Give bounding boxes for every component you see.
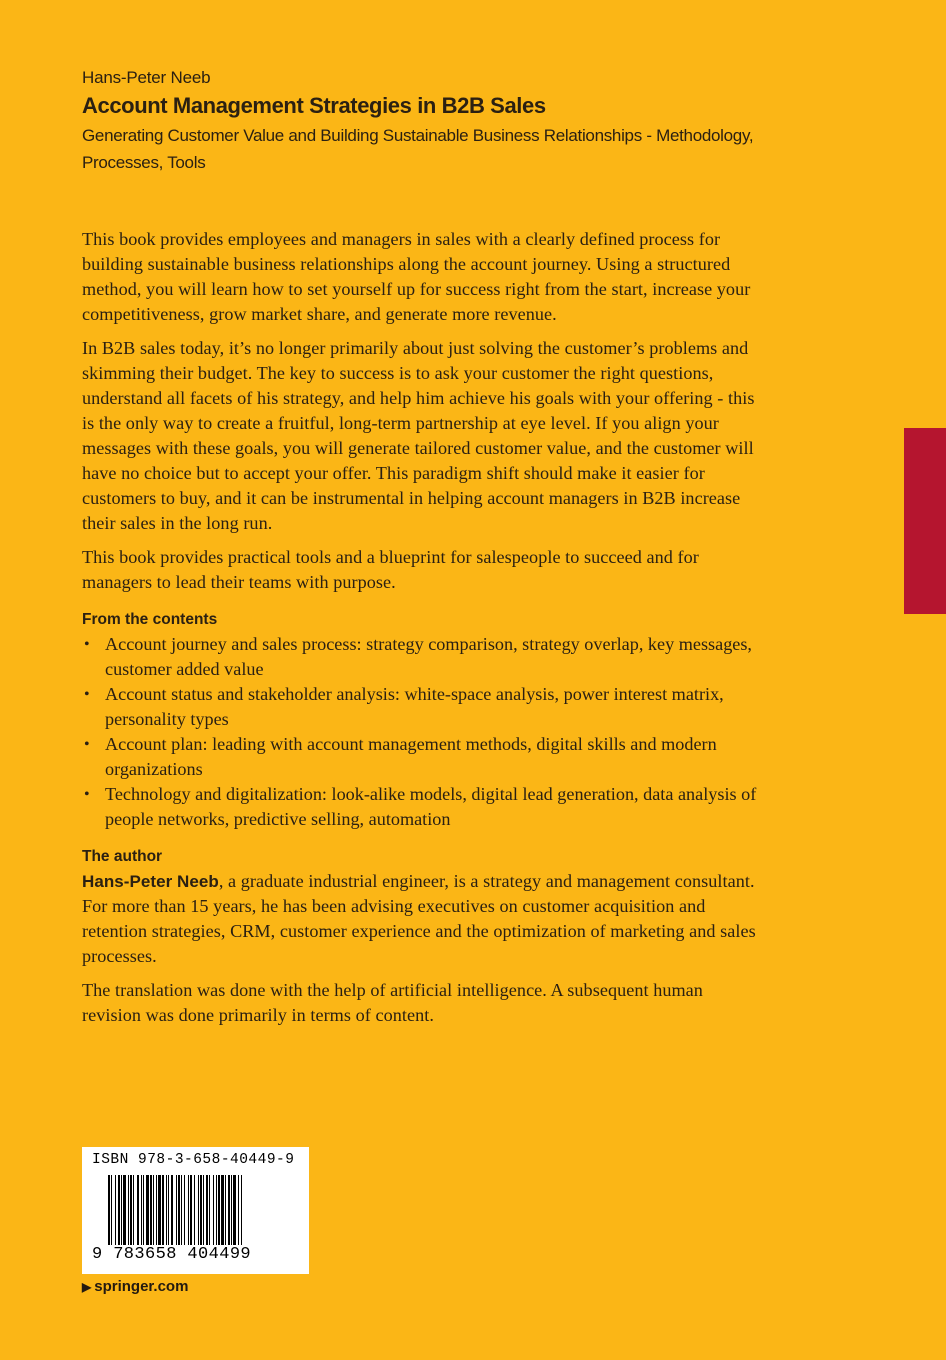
barcode-digits: 9 783658 404499 [92, 1245, 252, 1264]
barcode-bar [188, 1175, 189, 1247]
barcode-bar [162, 1175, 164, 1247]
barcode-bar [153, 1175, 154, 1247]
cover-header [82, 66, 782, 176]
subtitle-line-2: Processes, Tools [82, 153, 206, 172]
barcode-bar [143, 1175, 144, 1247]
barcode-bar [203, 1175, 204, 1247]
bullet-icon: • [84, 636, 90, 653]
list-item-text: Account status and stakeholder analysis: white-space analysis, power interest matrix, personality types [105, 684, 724, 729]
barcode-bar [213, 1175, 214, 1247]
barcode-bar [115, 1175, 116, 1247]
author-bio-text: , a graduate industrial engineer, is a strategy and management consultant. For more than 15 years, he has been advising executives on customer acquisition and retention strategies, CRM, customer experience and the optimization of marketing and sales processes. [82, 871, 756, 966]
book-title: Account Management Strategies in B2B Sales [82, 93, 546, 118]
blurb-paragraph-2: In B2B sales today, it’s no longer primarily about just solving the customer’s problems and skimming their budget. The key to success is to ask your customer the right questions, understand all facets of his strategy, and help him achieve his goals with your offering - this is the only way to create a fruitful, long-term partnership at eye level. If you align your messages with these goals, you will generate tailored customer value, and the customer will have no choice but to accept your offer. This paradigm shift should make it easier for customers to buy, and it can be instrumental in helping account managers in B2B increase their sales in the long run. [82, 338, 755, 533]
bullet-icon: • [84, 786, 90, 803]
barcode-bar [209, 1175, 210, 1247]
barcode-bar [181, 1175, 182, 1247]
barcode-bar [130, 1175, 132, 1247]
list-item [82, 732, 764, 782]
barcode-bar [168, 1175, 169, 1247]
blurb-paragraph-1: This book provides employees and managers in sales with a clearly defined process for building sustainable business relationships along the account journey. Using a structured method, you will learn how to set yourself up for success right from the start, increase your competitiveness, grow market share, and generate more revenue. [82, 229, 751, 324]
barcode-bar [194, 1175, 195, 1247]
book-subtitle [82, 122, 782, 176]
barcode-bar [121, 1175, 122, 1247]
arrow-right-icon: ▶ [82, 1280, 92, 1294]
barcode-bar [166, 1175, 167, 1247]
barcode-bar [128, 1175, 129, 1247]
barcode-bar [190, 1175, 192, 1247]
barcode-bar [171, 1175, 173, 1247]
barcode-bar [216, 1175, 217, 1247]
list-item-text: Account plan: leading with account management methods, digital skills and modern organizations [105, 734, 717, 779]
isbn-label: ISBN 978-3-658-40449-9 [92, 1152, 295, 1168]
author-bio [82, 869, 764, 969]
publisher-link[interactable] [82, 1278, 188, 1295]
barcode-bar [231, 1175, 232, 1247]
barcode-bar [200, 1175, 202, 1247]
barcode-bar [133, 1175, 134, 1247]
barcode-bar [206, 1175, 208, 1247]
barcode-bar [225, 1175, 226, 1247]
barcode-bar [146, 1175, 149, 1247]
barcode-bar [137, 1175, 139, 1247]
publisher-url: springer.com [94, 1278, 189, 1295]
barcode-bar [221, 1175, 224, 1247]
isbn-barcode-box [82, 1147, 309, 1274]
bullet-icon: • [84, 686, 90, 703]
list-item-text: Technology and digitalization: look-alike models, digital lead generation, data analysis of people networks, predictive selling, automation [105, 784, 757, 829]
blurb-content [82, 227, 764, 1037]
barcode-bar [158, 1175, 161, 1247]
list-item [82, 632, 764, 682]
side-color-tab [904, 428, 946, 614]
barcode-bar [198, 1175, 199, 1247]
blurb-paragraph-3: This book provides practical tools and a blueprint for salespeople to succeed and for managers to lead their teams with purpose. [82, 547, 699, 592]
barcode-bar [228, 1175, 230, 1247]
bullet-icon: • [84, 736, 90, 753]
barcode-bar [141, 1175, 142, 1247]
subtitle-line-1: Generating Customer Value and Building Sustainable Business Relationships - Methodology, [82, 126, 754, 145]
barcode-bar [156, 1175, 157, 1247]
translation-note: The translation was done with the help of artificial intelligence. A subsequent human revision was done primarily in terms of content. [82, 980, 703, 1025]
list-item [82, 682, 764, 732]
author-bio-name: Hans-Peter Neeb [82, 872, 219, 891]
author-heading: The author [82, 848, 163, 865]
barcode-bar [218, 1175, 220, 1247]
header-author: Hans-Peter Neeb [82, 68, 211, 87]
contents-list [82, 632, 764, 832]
barcode-bar [123, 1175, 126, 1247]
barcode-bar [150, 1175, 152, 1247]
barcode-bar [233, 1175, 236, 1247]
barcode-bar [118, 1175, 120, 1247]
list-item-text: Account journey and sales process: strategy comparison, strategy overlap, key messages, customer added value [105, 634, 752, 679]
contents-heading: From the contents [82, 611, 218, 628]
barcode-bar [184, 1175, 185, 1247]
list-item [82, 782, 764, 832]
